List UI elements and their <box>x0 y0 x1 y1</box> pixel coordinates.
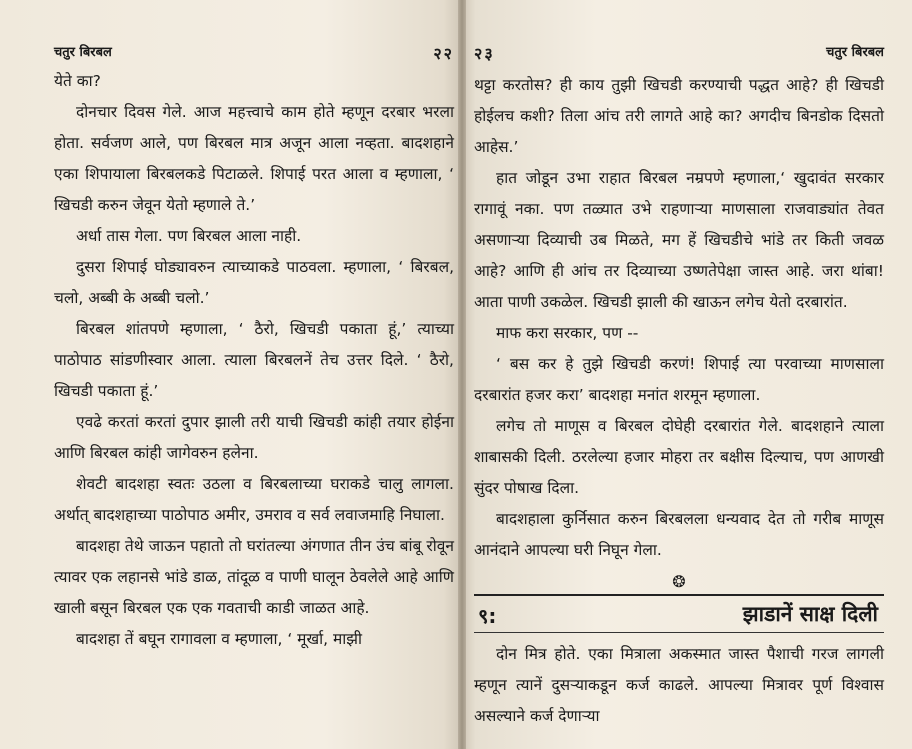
book-gutter <box>458 0 466 749</box>
page-number: २२ <box>433 44 454 63</box>
left-page-text <box>54 66 454 655</box>
paragraph: लगेच तो माणूस व बिरबल दोघेही दरबारांत गेले. बादशहाने त्याला शाबासकी दिली. ठरलेल्या हजार मोहरा तर बक्षीस दिल्याच, पण आणखी सुंदर पोषाख दिला. <box>474 417 884 497</box>
paragraph: अर्धा तास गेला. पण बिरबल आला नाही. <box>76 227 302 245</box>
right-page-header <box>474 42 884 64</box>
running-title: चतुर बिरबल <box>826 45 884 60</box>
left-page-header <box>54 42 454 64</box>
paragraph: थट्टा करतोस? ही काय तुझी खिचडी करण्याची पद्धत आहे? ही खिचडी होईलच कशी? तिला आंच तरी लागते आहे का? अगदीच बिनडोक दिसतो आहेस.’ <box>474 76 884 156</box>
running-title: चतुर बिरबल <box>54 45 112 60</box>
right-page <box>462 0 912 749</box>
paragraph: दुसरा शिपाई घोड्यावरुन त्याच्याकडे पाठवला. म्हणाला, ‘ बिरबल, चलो, अब्बी के अब्बी चलो.’ <box>54 258 454 307</box>
paragraph: बादशहा तें बघून रागावला व म्हणाला, ‘ मूर्खा, माझी <box>76 630 363 648</box>
chapter-number: ९: <box>478 604 497 628</box>
paragraph: बादशहाला कुर्निसात करुन बिरबलला धन्यवाद देत तो गरीब माणूस आनंदाने आपल्या घरी निघून गेला. <box>474 510 884 559</box>
paragraph: दोन मित्र होते. एका मित्राला अकस्मात जास्त पैशाची गरज लागली म्हणून त्यानें दुसऱ्याकडून कर्ज काढले. आपल्या मित्रावर पूर्ण विश्वास असल्याने कर्ज देणाऱ्या <box>474 645 884 725</box>
page-number: २३ <box>474 44 495 63</box>
ornament-icon: ❂ <box>672 572 686 591</box>
chapter-text <box>474 639 884 732</box>
right-page-text <box>474 70 884 566</box>
paragraph: शेवटी बादशहा स्वतः उठला व बिरबलाच्या घराकडे चालु लागला. अर्थात् बादशहाच्या पाठोपाठ अमीर, उमराव व सर्व लवाजमाहि निघाला. <box>54 475 454 524</box>
paragraph: बादशहा तेथे जाऊन पहातो तो घरांतल्या अंगणात तीन उंच बांबू रोवून त्यावर एक लहानसे भांडे डाळ, तांदूळ व पाणी घालून ठेवलेले आहे आणि खाली बसून बिरबल एक एक गवताची काडी जाळत आहे. <box>54 537 454 617</box>
paragraph: हात जोडून उभा राहात बिरबल नम्रपणे म्हणाला,‘ खुदावंत सरकार रागावूं नका. पण तळ्यात उभे राहणाऱ्या माणसाला राजवाड्यांत तेवत असणाऱ्या दिव्याची उब मिळते, मग हें खिचडीचे भांडे तर किती जवळ आहे? आणि ही आंच तर दिव्याच्या उष्णतेपेक्षा जास्त आहे. जरा थांबा! आता पाणी उकळेल. खिचडी झाली की खाऊन लगेच येतो दरबारांत. <box>474 169 884 311</box>
paragraph: ‘ बस कर हे तुझे खिचडी करणं! शिपाई त्या परवाच्या माणसाला दरबारांत हजर करा’ बादशहा मनांत शरमून म्हणाला. <box>474 355 884 404</box>
chapter-title: झाडानें साक्ष दिली <box>742 602 878 626</box>
paragraph: येते का? <box>54 72 101 90</box>
paragraph: माफ करा सरकार, पण -- <box>496 324 639 342</box>
paragraph: बिरबल शांतपणे म्हणाला, ‘ ठैरो, खिचडी पकाता हूं,’ त्याच्या पाठोपाठ सांडणीस्वार आला. त्याला बिरबलनें तेच उत्तर दिले. ‘ ठैरो, खिचडी पकाता हूं.’ <box>54 320 454 400</box>
paragraph: दोनचार दिवस गेले. आज महत्त्वाचे काम होते म्हणून दरबार भरला होता. सर्वजण आले, पण बिरबल मात्र अजून आला नव्हता. बादशहाने एका शिपायाला बिरबलकडे पिटाळले. शिपाई परत आला व म्हणाला, ‘ खिचडी करुन जेवून येतो म्हणाले ते.’ <box>54 103 454 214</box>
paragraph: एवढे करतां करतां दुपार झाली तरी याची खिचडी कांही तयार होईना आणि बिरबल कांही जागेवरुन हलेना. <box>54 413 454 462</box>
chapter-heading <box>474 596 884 633</box>
